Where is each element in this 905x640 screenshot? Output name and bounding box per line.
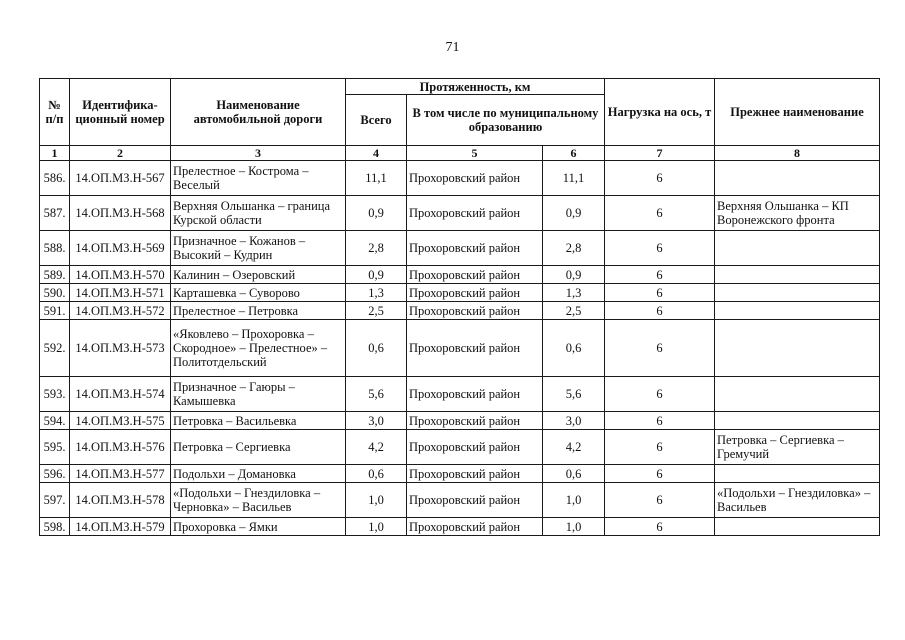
length-total: 1,0	[346, 483, 407, 518]
axle-load: 6	[605, 320, 715, 377]
row-number: 587.	[40, 196, 70, 231]
road-name: «Яковлево – Прохоровка – Скородное» – Прелестное» – Политотдельский	[171, 320, 346, 377]
table-row	[40, 320, 880, 377]
col-number: 3	[171, 146, 346, 161]
previous-name	[715, 284, 880, 302]
length-total: 2,8	[346, 231, 407, 266]
road-id: 14.ОП.МЗ.Н-574	[70, 377, 171, 412]
previous-name: Петровка – Сергиевка – Гремучий	[715, 430, 880, 465]
previous-name	[715, 412, 880, 430]
table-row	[40, 518, 880, 536]
municipal-district: Прохоровский район	[407, 518, 543, 536]
road-name: Прохоровка – Ямки	[171, 518, 346, 536]
axle-load: 6	[605, 412, 715, 430]
municipal-length: 1,0	[543, 483, 605, 518]
municipal-length: 0,9	[543, 196, 605, 231]
previous-name	[715, 161, 880, 196]
road-name: Призначное – Кожанов – Высокий – Кудрин	[171, 231, 346, 266]
road-id: 14.ОП.МЗ.Н-570	[70, 266, 171, 284]
length-total: 0,9	[346, 266, 407, 284]
length-total: 5,6	[346, 377, 407, 412]
row-number: 592.	[40, 320, 70, 377]
roads-table	[39, 78, 880, 536]
row-number: 589.	[40, 266, 70, 284]
municipal-length: 11,1	[543, 161, 605, 196]
municipal-length: 2,5	[543, 302, 605, 320]
previous-name: «Подольхи – Гнездиловка» – Васильев	[715, 483, 880, 518]
municipal-length: 0,6	[543, 465, 605, 483]
municipal-district: Прохоровский район	[407, 412, 543, 430]
road-name: Петровка – Сергиевка	[171, 430, 346, 465]
road-name: Прелестное – Петровка	[171, 302, 346, 320]
table-row	[40, 161, 880, 196]
municipal-district: Прохоровский район	[407, 320, 543, 377]
row-number: 591.	[40, 302, 70, 320]
previous-name	[715, 302, 880, 320]
length-total: 0,6	[346, 465, 407, 483]
road-name: Калинин – Озеровский	[171, 266, 346, 284]
length-total: 1,0	[346, 518, 407, 536]
table-row	[40, 412, 880, 430]
previous-name	[715, 231, 880, 266]
header-municipal: В том числе по муниципальному образованию	[407, 95, 605, 146]
municipal-length: 0,6	[543, 320, 605, 377]
road-id: 14.ОП.МЗ.Н-579	[70, 518, 171, 536]
road-name: «Подольхи – Гнездиловка – Черновка» – Васильев	[171, 483, 346, 518]
table-row	[40, 483, 880, 518]
col-number: 7	[605, 146, 715, 161]
row-number: 597.	[40, 483, 70, 518]
row-number: 586.	[40, 161, 70, 196]
page-number: 71	[445, 40, 460, 55]
municipal-length: 3,0	[543, 412, 605, 430]
col-number: 1	[40, 146, 70, 161]
length-total: 0,6	[346, 320, 407, 377]
table-header	[40, 79, 880, 161]
road-id: 14.ОП.МЗ.Н-578	[70, 483, 171, 518]
row-number: 593.	[40, 377, 70, 412]
municipal-length: 1,3	[543, 284, 605, 302]
road-id: 14.ОП.МЗ.Н-567	[70, 161, 171, 196]
municipal-district: Прохоровский район	[407, 483, 543, 518]
axle-load: 6	[605, 266, 715, 284]
table-row	[40, 302, 880, 320]
header-prev-name: Прежнее наименование	[715, 79, 880, 146]
municipal-length: 2,8	[543, 231, 605, 266]
table-row	[40, 284, 880, 302]
road-name: Подольхи – Домановка	[171, 465, 346, 483]
road-id: 14.ОП.МЗ.Н-573	[70, 320, 171, 377]
header-load: Нагрузка на ось, т	[605, 79, 715, 146]
table-row	[40, 430, 880, 465]
table-row	[40, 465, 880, 483]
col-number: 6	[543, 146, 605, 161]
header-id: Идентифика- ционный номер	[70, 79, 171, 146]
table-body	[40, 161, 880, 536]
road-name: Призначное – Гаюры – Камышевка	[171, 377, 346, 412]
municipal-district: Прохоровский район	[407, 465, 543, 483]
length-total: 1,3	[346, 284, 407, 302]
municipal-district: Прохоровский район	[407, 161, 543, 196]
table-row	[40, 377, 880, 412]
column-numbers-row	[40, 146, 880, 161]
road-id: 14.ОП.МЗ.Н-569	[70, 231, 171, 266]
header-num: № п/п	[40, 79, 70, 146]
axle-load: 6	[605, 161, 715, 196]
length-total: 4,2	[346, 430, 407, 465]
municipal-district: Прохоровский район	[407, 377, 543, 412]
municipal-length: 0,9	[543, 266, 605, 284]
header-name: Наименование автомобильной дороги	[171, 79, 346, 146]
road-name: Прелестное – Кострома – Веселый	[171, 161, 346, 196]
road-id: 14.ОП.МЗ.Н-571	[70, 284, 171, 302]
previous-name	[715, 465, 880, 483]
row-number: 588.	[40, 231, 70, 266]
municipal-district: Прохоровский район	[407, 302, 543, 320]
road-id: 14.ОП.МЗ.Н-577	[70, 465, 171, 483]
axle-load: 6	[605, 231, 715, 266]
col-number: 4	[346, 146, 407, 161]
header-length-group: Протяженность, км	[346, 79, 605, 95]
municipal-district: Прохоровский район	[407, 430, 543, 465]
axle-load: 6	[605, 196, 715, 231]
col-number: 5	[407, 146, 543, 161]
axle-load: 6	[605, 284, 715, 302]
municipal-district: Прохоровский район	[407, 284, 543, 302]
length-total: 11,1	[346, 161, 407, 196]
road-id: 14.ОП.МЗ.Н-572	[70, 302, 171, 320]
municipal-district: Прохоровский район	[407, 266, 543, 284]
municipal-district: Прохоровский район	[407, 196, 543, 231]
previous-name	[715, 266, 880, 284]
road-id: 14.ОП.МЗ.Н-575	[70, 412, 171, 430]
header-total: Всего	[346, 95, 407, 146]
previous-name	[715, 518, 880, 536]
table-row	[40, 266, 880, 284]
length-total: 3,0	[346, 412, 407, 430]
length-total: 0,9	[346, 196, 407, 231]
table-row	[40, 196, 880, 231]
axle-load: 6	[605, 302, 715, 320]
municipal-length: 5,6	[543, 377, 605, 412]
previous-name	[715, 320, 880, 377]
axle-load: 6	[605, 483, 715, 518]
col-number: 8	[715, 146, 880, 161]
row-number: 590.	[40, 284, 70, 302]
axle-load: 6	[605, 430, 715, 465]
road-id: 14.ОП.МЗ.Н-568	[70, 196, 171, 231]
row-number: 598.	[40, 518, 70, 536]
axle-load: 6	[605, 518, 715, 536]
row-number: 594.	[40, 412, 70, 430]
previous-name	[715, 377, 880, 412]
col-number: 2	[70, 146, 171, 161]
row-number: 596.	[40, 465, 70, 483]
road-id: 14.ОП.МЗ.Н-576	[70, 430, 171, 465]
row-number: 595.	[40, 430, 70, 465]
previous-name: Верхняя Ольшанка – КП Воронежского фронта	[715, 196, 880, 231]
axle-load: 6	[605, 465, 715, 483]
axle-load: 6	[605, 377, 715, 412]
municipal-length: 4,2	[543, 430, 605, 465]
municipal-length: 1,0	[543, 518, 605, 536]
road-name: Карташевка – Суворово	[171, 284, 346, 302]
length-total: 2,5	[346, 302, 407, 320]
municipal-district: Прохоровский район	[407, 231, 543, 266]
road-name: Верхняя Ольшанка – граница Курской области	[171, 196, 346, 231]
road-name: Петровка – Васильевка	[171, 412, 346, 430]
table-row	[40, 231, 880, 266]
